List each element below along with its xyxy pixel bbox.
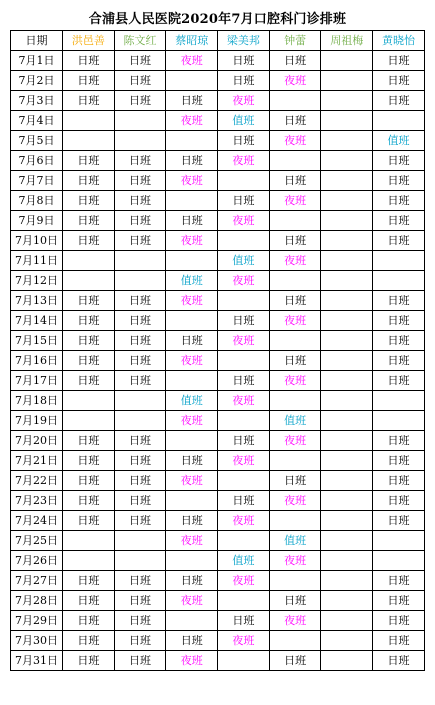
shift-cell (321, 331, 373, 351)
shift-cell: 日班 (114, 171, 166, 191)
shift-cell (114, 251, 166, 271)
shift-cell (321, 271, 373, 291)
shift-cell: 日班 (63, 471, 115, 491)
page-title: 合浦县人民医院2020年7月口腔科门诊排班 (88, 12, 347, 27)
shift-cell: 日班 (63, 591, 115, 611)
shift-cell (321, 351, 373, 371)
shift-cell (63, 251, 115, 271)
shift-cell: 夜班 (269, 191, 321, 211)
shift-cell: 日班 (373, 371, 425, 391)
table-row (11, 191, 425, 211)
shift-cell: 日班 (373, 491, 425, 511)
shift-cell: 夜班 (166, 291, 218, 311)
table-row (11, 371, 425, 391)
shift-cell: 日班 (63, 571, 115, 591)
shift-cell (321, 451, 373, 471)
shift-cell (321, 91, 373, 111)
table-row (11, 171, 425, 191)
shift-cell: 夜班 (218, 391, 270, 411)
shift-cell (321, 111, 373, 131)
table-row (11, 111, 425, 131)
shift-cell: 夜班 (269, 71, 321, 91)
shift-cell: 日班 (269, 291, 321, 311)
shift-cell (114, 111, 166, 131)
shift-cell: 日班 (63, 491, 115, 511)
shift-cell (218, 171, 270, 191)
shift-cell (114, 551, 166, 571)
shift-cell: 日班 (63, 51, 115, 71)
shift-cell (321, 291, 373, 311)
shift-cell: 日班 (114, 151, 166, 171)
shift-cell (321, 571, 373, 591)
shift-cell (166, 131, 218, 151)
shift-cell: 夜班 (218, 511, 270, 531)
shift-cell: 夜班 (166, 51, 218, 71)
table-row (11, 551, 425, 571)
shift-cell: 日班 (218, 71, 270, 91)
date-cell: 7月30日 (11, 631, 63, 651)
shift-cell: 日班 (63, 511, 115, 531)
shift-cell: 值班 (269, 531, 321, 551)
date-cell: 7月15日 (11, 331, 63, 351)
shift-cell: 值班 (373, 131, 425, 151)
table-row (11, 611, 425, 631)
table-body (11, 51, 425, 671)
shift-cell: 日班 (373, 51, 425, 71)
header-doctor: 钟蕾 (269, 31, 321, 51)
shift-cell: 日班 (63, 351, 115, 371)
shift-cell: 值班 (218, 111, 270, 131)
shift-cell: 日班 (63, 151, 115, 171)
shift-cell: 夜班 (218, 631, 270, 651)
shift-cell: 值班 (218, 551, 270, 571)
shift-cell: 日班 (166, 631, 218, 651)
date-cell: 7月6日 (11, 151, 63, 171)
shift-cell: 日班 (114, 51, 166, 71)
date-cell: 7月18日 (11, 391, 63, 411)
shift-cell: 日班 (63, 611, 115, 631)
date-cell: 7月10日 (11, 231, 63, 251)
shift-cell: 日班 (114, 591, 166, 611)
shift-cell: 日班 (63, 311, 115, 331)
shift-cell: 日班 (114, 651, 166, 671)
shift-cell (321, 631, 373, 651)
shift-cell: 夜班 (269, 551, 321, 571)
table-row (11, 251, 425, 271)
shift-cell: 夜班 (166, 651, 218, 671)
shift-cell: 日班 (373, 511, 425, 531)
header-doctor: 梁美邦 (218, 31, 270, 51)
date-cell: 7月29日 (11, 611, 63, 631)
shift-cell: 夜班 (166, 231, 218, 251)
shift-cell (321, 651, 373, 671)
shift-cell (166, 611, 218, 631)
shift-cell (321, 511, 373, 531)
shift-cell: 日班 (373, 291, 425, 311)
date-cell: 7月31日 (11, 651, 63, 671)
table-row (11, 231, 425, 251)
date-cell: 7月26日 (11, 551, 63, 571)
shift-cell: 值班 (166, 271, 218, 291)
shift-cell: 日班 (373, 591, 425, 611)
shift-cell (114, 131, 166, 151)
date-cell: 7月25日 (11, 531, 63, 551)
table-row (11, 391, 425, 411)
shift-cell: 日班 (218, 131, 270, 151)
shift-cell (321, 411, 373, 431)
shift-cell (218, 591, 270, 611)
shift-cell: 夜班 (166, 351, 218, 371)
shift-cell: 日班 (166, 571, 218, 591)
date-cell: 7月2日 (11, 71, 63, 91)
shift-cell: 日班 (63, 291, 115, 311)
shift-cell (166, 371, 218, 391)
shift-cell: 日班 (114, 91, 166, 111)
date-cell: 7月7日 (11, 171, 63, 191)
shift-cell: 日班 (114, 631, 166, 651)
header-doctor: 蔡昭琼 (166, 31, 218, 51)
shift-cell (218, 471, 270, 491)
shift-cell: 日班 (269, 651, 321, 671)
shift-cell (321, 491, 373, 511)
shift-cell (269, 391, 321, 411)
shift-cell (321, 391, 373, 411)
shift-cell: 日班 (63, 171, 115, 191)
date-cell: 7月19日 (11, 411, 63, 431)
table-row (11, 91, 425, 111)
shift-cell: 日班 (114, 571, 166, 591)
shift-cell: 日班 (114, 231, 166, 251)
shift-cell (321, 551, 373, 571)
table-row (11, 511, 425, 531)
table-row (11, 351, 425, 371)
shift-cell (321, 171, 373, 191)
shift-cell: 日班 (373, 151, 425, 171)
shift-cell (114, 411, 166, 431)
shift-cell: 日班 (166, 331, 218, 351)
table-row (11, 271, 425, 291)
table-row (11, 631, 425, 651)
shift-cell: 日班 (269, 591, 321, 611)
shift-cell (269, 91, 321, 111)
shift-cell: 日班 (114, 211, 166, 231)
table-row (11, 51, 425, 71)
shift-cell (321, 371, 373, 391)
header-doctor: 黄晓怡 (373, 31, 425, 51)
shift-cell: 日班 (218, 51, 270, 71)
shift-cell: 日班 (63, 651, 115, 671)
shift-cell (269, 451, 321, 471)
shift-cell: 日班 (114, 311, 166, 331)
shift-cell: 日班 (269, 51, 321, 71)
shift-cell (218, 291, 270, 311)
shift-cell: 夜班 (269, 251, 321, 271)
shift-cell: 日班 (63, 191, 115, 211)
shift-cell: 日班 (114, 491, 166, 511)
date-cell: 7月3日 (11, 91, 63, 111)
table-row (11, 591, 425, 611)
shift-cell (218, 531, 270, 551)
shift-cell: 夜班 (166, 171, 218, 191)
shift-cell: 日班 (373, 171, 425, 191)
shift-cell (321, 431, 373, 451)
date-cell: 7月1日 (11, 51, 63, 71)
date-cell: 7月27日 (11, 571, 63, 591)
shift-cell (114, 531, 166, 551)
shift-cell: 日班 (63, 211, 115, 231)
header-row (11, 31, 425, 51)
shift-cell (166, 251, 218, 271)
shift-cell (63, 411, 115, 431)
table-row (11, 451, 425, 471)
table-row (11, 411, 425, 431)
shift-cell (166, 551, 218, 571)
shift-cell: 夜班 (218, 271, 270, 291)
shift-cell: 日班 (114, 511, 166, 531)
table-row (11, 471, 425, 491)
shift-cell (114, 391, 166, 411)
shift-cell (269, 631, 321, 651)
shift-cell: 日班 (218, 371, 270, 391)
shift-cell (321, 151, 373, 171)
date-cell: 7月22日 (11, 471, 63, 491)
header-doctor: 陈文红 (114, 31, 166, 51)
shift-cell (373, 251, 425, 271)
shift-cell: 日班 (63, 231, 115, 251)
shift-cell (321, 611, 373, 631)
shift-cell: 值班 (218, 251, 270, 271)
shift-cell: 夜班 (269, 371, 321, 391)
shift-cell: 夜班 (218, 571, 270, 591)
shift-cell: 日班 (166, 451, 218, 471)
shift-cell (321, 231, 373, 251)
shift-cell (63, 531, 115, 551)
table-row (11, 491, 425, 511)
table-row (11, 151, 425, 171)
shift-cell: 日班 (373, 71, 425, 91)
shift-cell: 日班 (373, 471, 425, 491)
shift-cell: 夜班 (166, 111, 218, 131)
shift-cell (373, 111, 425, 131)
shift-cell: 日班 (166, 211, 218, 231)
shift-cell (269, 511, 321, 531)
shift-cell: 夜班 (269, 491, 321, 511)
shift-cell: 夜班 (269, 611, 321, 631)
shift-cell (373, 411, 425, 431)
shift-cell: 日班 (269, 471, 321, 491)
shift-cell (321, 531, 373, 551)
shift-cell (218, 231, 270, 251)
shift-cell: 夜班 (269, 131, 321, 151)
date-cell: 7月20日 (11, 431, 63, 451)
shift-cell (269, 151, 321, 171)
shift-cell: 日班 (63, 331, 115, 351)
date-cell: 7月9日 (11, 211, 63, 231)
date-cell: 7月11日 (11, 251, 63, 271)
shift-cell: 夜班 (218, 151, 270, 171)
shift-cell: 日班 (63, 91, 115, 111)
shift-cell: 夜班 (269, 431, 321, 451)
shift-cell: 夜班 (166, 591, 218, 611)
shift-cell: 夜班 (166, 531, 218, 551)
shift-cell (166, 431, 218, 451)
shift-cell: 日班 (114, 191, 166, 211)
shift-cell: 日班 (114, 71, 166, 91)
shift-cell: 日班 (166, 151, 218, 171)
date-cell: 7月4日 (11, 111, 63, 131)
shift-cell: 夜班 (269, 311, 321, 331)
shift-cell (269, 331, 321, 351)
shift-cell: 日班 (218, 491, 270, 511)
shift-cell: 日班 (373, 651, 425, 671)
shift-cell: 日班 (373, 231, 425, 251)
shift-cell (321, 71, 373, 91)
shift-cell (218, 411, 270, 431)
table-row (11, 431, 425, 451)
shift-cell: 日班 (373, 91, 425, 111)
shift-cell (373, 271, 425, 291)
shift-cell (321, 131, 373, 151)
shift-cell (218, 651, 270, 671)
shift-cell: 日班 (166, 511, 218, 531)
shift-cell (321, 591, 373, 611)
shift-cell: 日班 (269, 111, 321, 131)
shift-cell (166, 311, 218, 331)
shift-cell (114, 271, 166, 291)
shift-cell: 夜班 (166, 471, 218, 491)
shift-cell (218, 351, 270, 371)
shift-cell: 夜班 (166, 411, 218, 431)
shift-cell: 日班 (269, 231, 321, 251)
date-cell: 7月14日 (11, 311, 63, 331)
shift-cell: 日班 (373, 211, 425, 231)
shift-cell: 日班 (373, 571, 425, 591)
shift-cell: 日班 (114, 471, 166, 491)
table-row (11, 331, 425, 351)
shift-cell (63, 271, 115, 291)
header-date: 日期 (11, 31, 63, 51)
shift-cell (321, 471, 373, 491)
shift-cell: 日班 (63, 431, 115, 451)
table-row (11, 131, 425, 151)
shift-cell: 日班 (114, 331, 166, 351)
shift-cell: 日班 (63, 451, 115, 471)
shift-cell: 日班 (218, 611, 270, 631)
table-row (11, 571, 425, 591)
shift-cell: 日班 (373, 431, 425, 451)
shift-cell: 日班 (166, 91, 218, 111)
table-row (11, 311, 425, 331)
table-row (11, 531, 425, 551)
shift-cell: 日班 (63, 71, 115, 91)
table-row (11, 211, 425, 231)
shift-cell (63, 111, 115, 131)
shift-cell: 日班 (218, 191, 270, 211)
date-cell: 7月17日 (11, 371, 63, 391)
shift-cell: 日班 (63, 371, 115, 391)
shift-cell (373, 531, 425, 551)
shift-cell: 日班 (373, 331, 425, 351)
header-doctor: 周祖梅 (321, 31, 373, 51)
table-header (11, 31, 425, 51)
shift-cell: 日班 (114, 611, 166, 631)
shift-cell: 日班 (269, 171, 321, 191)
date-cell: 7月13日 (11, 291, 63, 311)
schedule-table (10, 30, 425, 671)
shift-cell (166, 71, 218, 91)
shift-cell: 日班 (373, 451, 425, 471)
shift-cell (321, 251, 373, 271)
shift-cell (166, 491, 218, 511)
shift-cell (321, 211, 373, 231)
shift-cell (269, 571, 321, 591)
shift-cell: 日班 (218, 311, 270, 331)
shift-cell: 日班 (373, 611, 425, 631)
shift-cell (269, 271, 321, 291)
shift-cell (373, 391, 425, 411)
date-cell: 7月21日 (11, 451, 63, 471)
shift-cell: 日班 (269, 351, 321, 371)
table-row (11, 291, 425, 311)
shift-cell: 夜班 (218, 451, 270, 471)
date-cell: 7月23日 (11, 491, 63, 511)
shift-cell: 日班 (373, 191, 425, 211)
date-cell: 7月16日 (11, 351, 63, 371)
shift-cell: 日班 (114, 351, 166, 371)
shift-cell (321, 51, 373, 71)
table-row (11, 651, 425, 671)
shift-cell: 夜班 (218, 91, 270, 111)
shift-cell: 日班 (373, 311, 425, 331)
shift-cell (321, 191, 373, 211)
shift-cell: 日班 (63, 631, 115, 651)
shift-cell (63, 551, 115, 571)
shift-cell: 日班 (114, 451, 166, 471)
shift-cell (321, 311, 373, 331)
shift-cell: 值班 (269, 411, 321, 431)
date-cell: 7月28日 (11, 591, 63, 611)
header-doctor: 洪邑善 (63, 31, 115, 51)
shift-cell: 日班 (373, 351, 425, 371)
shift-cell: 日班 (114, 371, 166, 391)
shift-cell (166, 191, 218, 211)
shift-cell: 日班 (114, 431, 166, 451)
shift-cell (373, 551, 425, 571)
date-cell: 7月8日 (11, 191, 63, 211)
shift-cell: 夜班 (218, 211, 270, 231)
date-cell: 7月24日 (11, 511, 63, 531)
table-row (11, 71, 425, 91)
shift-cell: 日班 (218, 431, 270, 451)
shift-cell (269, 211, 321, 231)
date-cell: 7月5日 (11, 131, 63, 151)
shift-cell: 值班 (166, 391, 218, 411)
shift-cell: 日班 (373, 631, 425, 651)
shift-cell: 日班 (114, 291, 166, 311)
shift-cell (63, 391, 115, 411)
shift-cell: 夜班 (218, 331, 270, 351)
date-cell: 7月12日 (11, 271, 63, 291)
shift-cell (63, 131, 115, 151)
